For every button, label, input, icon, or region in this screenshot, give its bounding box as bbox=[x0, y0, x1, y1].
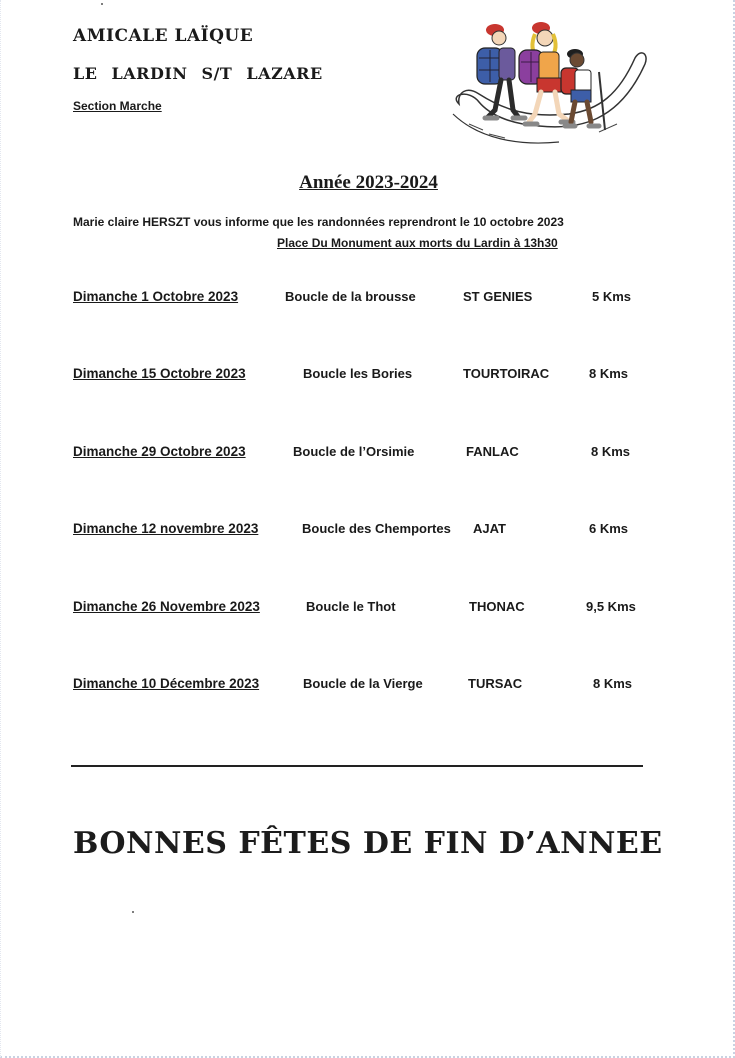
hike-place: ST GENIES bbox=[463, 289, 533, 304]
hike-row bbox=[1, 599, 735, 621]
scan-speck bbox=[132, 911, 134, 913]
hike-place: TOURTOIRAC bbox=[463, 366, 550, 381]
hike-route: Boucle de la Vierge bbox=[303, 676, 423, 691]
hike-row bbox=[1, 521, 735, 543]
hike-distance: 8 Kms bbox=[589, 366, 629, 381]
holiday-greeting: BONNES FÊTES DE FIN D’ANNEE bbox=[73, 826, 663, 861]
hike-route: Boucle de l’Orsimie bbox=[293, 444, 415, 459]
hike-place: FANLAC bbox=[466, 444, 519, 459]
hike-distance: 6 Kms bbox=[589, 521, 629, 536]
hike-row bbox=[1, 444, 735, 466]
page-title: Année 2023-2024 bbox=[299, 172, 438, 193]
hike-route: Boucle les Bories bbox=[303, 366, 413, 381]
hike-distance: 9,5 Kms bbox=[586, 599, 636, 614]
section-label: Section Marche bbox=[73, 99, 162, 113]
hike-date: Dimanche 12 novembre 2023 bbox=[73, 521, 259, 536]
intro-text: Marie claire HERSZT vous informe que les randonnées reprendront le 10 octobre 2023 bbox=[73, 215, 564, 229]
org-place: LE LARDIN S/T LAZARE bbox=[73, 64, 323, 83]
hike-date: Dimanche 26 Novembre 2023 bbox=[73, 599, 260, 614]
meeting-place: Place Du Monument aux morts du Lardin à 13h30 bbox=[277, 236, 558, 250]
hike-distance: 8 Kms bbox=[593, 676, 633, 691]
hike-distance: 5 Kms bbox=[592, 289, 632, 304]
hike-row bbox=[1, 676, 735, 698]
hike-date: Dimanche 15 Octobre 2023 bbox=[73, 366, 246, 381]
divider-line bbox=[71, 765, 643, 767]
hike-date: Dimanche 10 Décembre 2023 bbox=[73, 676, 260, 691]
hike-place: THONAC bbox=[469, 599, 525, 614]
hike-route: Boucle des Chemportes bbox=[302, 521, 451, 536]
scan-speck bbox=[101, 3, 103, 5]
hike-row bbox=[1, 289, 735, 311]
hikers-illustration-icon bbox=[449, 14, 655, 158]
hike-route: Boucle de la brousse bbox=[285, 289, 416, 304]
org-name: AMICALE LAÏQUE bbox=[73, 26, 254, 46]
hike-route: Boucle le Thot bbox=[306, 599, 396, 614]
hike-place: AJAT bbox=[473, 521, 506, 536]
hike-date: Dimanche 1 Octobre 2023 bbox=[73, 289, 239, 304]
hike-distance: 8 Kms bbox=[591, 444, 631, 459]
hike-place: TURSAC bbox=[468, 676, 523, 691]
hike-row bbox=[1, 366, 735, 388]
hike-date: Dimanche 29 Octobre 2023 bbox=[73, 444, 246, 459]
